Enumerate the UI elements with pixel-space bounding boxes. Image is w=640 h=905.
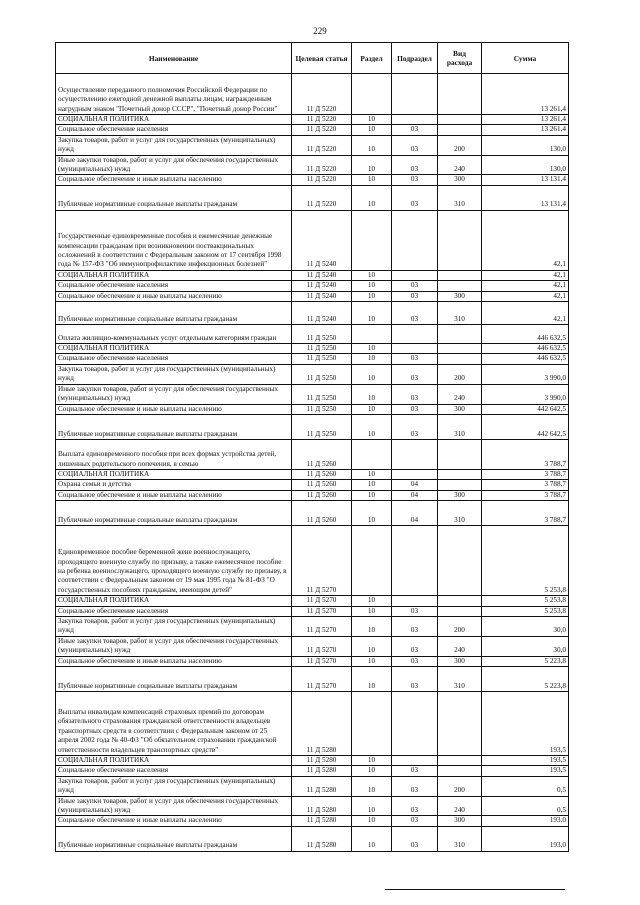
- cell-section: 10: [352, 666, 392, 691]
- cell-expense-type: [438, 354, 482, 364]
- cell-amount: 193,5: [482, 691, 569, 755]
- cell-section: 10: [352, 364, 392, 384]
- cell-target-article: 11 Д 5270: [292, 596, 352, 606]
- cell-section: 10: [352, 291, 392, 301]
- cell-expense-type: 240: [438, 796, 482, 816]
- cell-target-article: 11 Д 5270: [292, 616, 352, 636]
- cell-target-article: 11 Д 5280: [292, 826, 352, 851]
- table-row: [56, 606, 569, 616]
- cell-amount: 193,5: [482, 766, 569, 776]
- table-row: [56, 439, 569, 469]
- cell-expense-type: [438, 480, 482, 490]
- cell-amount: 13 131,4: [482, 185, 569, 210]
- cell-name: Социальное обеспечение населения: [56, 606, 292, 616]
- cell-name: Иные закупки товаров, работ и услуг для обеспечения государственных (муниципальных) нужд: [56, 384, 292, 404]
- cell-amount: 13 131,4: [482, 175, 569, 185]
- cell-target-article: 11 Д 5240: [292, 270, 352, 280]
- cell-expense-type: 300: [438, 291, 482, 301]
- cell-expense-type: [438, 344, 482, 354]
- cell-name: СОЦИАЛЬНАЯ ПОЛИТИКА: [56, 270, 292, 280]
- table-row: [56, 616, 569, 636]
- cell-target-article: 11 Д 5280: [292, 776, 352, 796]
- cell-target-article: 11 Д 5280: [292, 816, 352, 826]
- cell-target-article: 11 Д 5250: [292, 384, 352, 404]
- cell-name: Закупка товаров, работ и услуг для государственных (муниципальных) нужд: [56, 616, 292, 636]
- cell-subsection: 03: [392, 135, 438, 155]
- table-row: [56, 210, 569, 270]
- cell-amount: 13 261,4: [482, 74, 569, 115]
- cell-amount: 30,0: [482, 616, 569, 636]
- cell-amount: 3 990,0: [482, 384, 569, 404]
- cell-section: 10: [352, 302, 392, 325]
- cell-expense-type: [438, 74, 482, 115]
- cell-section: 10: [352, 490, 392, 500]
- cell-target-article: 11 Д 5280: [292, 755, 352, 765]
- cell-expense-type: [438, 755, 482, 765]
- table-row: [56, 270, 569, 280]
- cell-amount: 442 642,5: [482, 404, 569, 414]
- cell-name: Иные закупки товаров, работ и услуг для обеспечения государственных (муниципальных) нужд: [56, 155, 292, 175]
- cell-target-article: 11 Д 5220: [292, 74, 352, 115]
- cell-subsection: 03: [392, 185, 438, 210]
- table-row: [56, 755, 569, 765]
- cell-amount: 446 632,5: [482, 354, 569, 364]
- cell-section: 10: [352, 384, 392, 404]
- cell-section: 10: [352, 115, 392, 125]
- cell-target-article: 11 Д 5250: [292, 414, 352, 439]
- cell-section: 10: [352, 480, 392, 490]
- cell-subsection: [392, 596, 438, 606]
- cell-subsection: [392, 755, 438, 765]
- table-row: [56, 291, 569, 301]
- cell-subsection: [392, 115, 438, 125]
- cell-subsection: 03: [392, 414, 438, 439]
- cell-name: Социальное обеспечение населения: [56, 354, 292, 364]
- cell-target-article: 11 Д 5260: [292, 480, 352, 490]
- cell-name: Иные закупки товаров, работ и услуг для обеспечения государственных (муниципальных) нужд: [56, 636, 292, 656]
- cell-target-article: 11 Д 5260: [292, 439, 352, 469]
- cell-subsection: [392, 439, 438, 469]
- table-row: [56, 115, 569, 125]
- header-section: Раздел: [352, 43, 392, 74]
- cell-target-article: 11 Д 5270: [292, 666, 352, 691]
- cell-section: 10: [352, 796, 392, 816]
- cell-expense-type: [438, 325, 482, 344]
- cell-expense-type: 240: [438, 155, 482, 175]
- cell-amount: 5 223,8: [482, 666, 569, 691]
- cell-expense-type: 300: [438, 404, 482, 414]
- cell-subsection: 04: [392, 480, 438, 490]
- cell-section: 10: [352, 501, 392, 526]
- cell-name: Закупка товаров, работ и услуг для государственных (муниципальных) нужд: [56, 776, 292, 796]
- cell-subsection: 03: [392, 816, 438, 826]
- cell-expense-type: 240: [438, 636, 482, 656]
- cell-subsection: [392, 469, 438, 479]
- cell-name: Социальное обеспечение и иные выплаты населению: [56, 175, 292, 185]
- cell-amount: 42,1: [482, 281, 569, 291]
- cell-expense-type: 310: [438, 185, 482, 210]
- cell-expense-type: [438, 210, 482, 270]
- table-row: [56, 175, 569, 185]
- cell-amount: 193,5: [482, 755, 569, 765]
- cell-expense-type: [438, 469, 482, 479]
- cell-expense-type: 200: [438, 135, 482, 155]
- budget-table: [55, 42, 569, 852]
- cell-name: Публичные нормативные социальные выплаты гражданам: [56, 666, 292, 691]
- cell-section: 10: [352, 135, 392, 155]
- cell-name: Осуществление переданного полномочия Российской Федерации по осуществлению ежегодной денежной выплаты лицам, награжденным нагрудным знаком "Почетный донор СССР", "Почетный донор России": [56, 74, 292, 115]
- cell-expense-type: 200: [438, 776, 482, 796]
- table-header-row: [56, 43, 569, 74]
- cell-section: [352, 439, 392, 469]
- table-row: [56, 816, 569, 826]
- cell-target-article: 11 Д 5220: [292, 185, 352, 210]
- cell-name: Оплата жилищно-коммунальных услуг отдельным категориям граждан: [56, 325, 292, 344]
- table-row: [56, 826, 569, 851]
- cell-amount: 42,1: [482, 270, 569, 280]
- cell-name: Закупка товаров, работ и услуг для государственных (муниципальных) нужд: [56, 135, 292, 155]
- table-row: [56, 501, 569, 526]
- cell-subsection: 03: [392, 776, 438, 796]
- cell-subsection: 03: [392, 796, 438, 816]
- header-name: Наименование: [56, 43, 292, 74]
- cell-subsection: 03: [392, 404, 438, 414]
- cell-expense-type: [438, 606, 482, 616]
- cell-subsection: 03: [392, 666, 438, 691]
- cell-name: Социальное обеспечение населения: [56, 766, 292, 776]
- cell-subsection: 03: [392, 354, 438, 364]
- cell-section: 10: [352, 185, 392, 210]
- cell-section: 10: [352, 344, 392, 354]
- cell-subsection: 03: [392, 291, 438, 301]
- cell-target-article: 11 Д 5250: [292, 344, 352, 354]
- cell-expense-type: [438, 691, 482, 755]
- table-body: [56, 74, 569, 852]
- cell-amount: 446 632,5: [482, 325, 569, 344]
- cell-target-article: 11 Д 5270: [292, 526, 352, 596]
- cell-section: 10: [352, 656, 392, 666]
- cell-amount: 3 788,7: [482, 490, 569, 500]
- table-row: [56, 364, 569, 384]
- cell-name: СОЦИАЛЬНАЯ ПОЛИТИКА: [56, 469, 292, 479]
- table-row: [56, 414, 569, 439]
- table-row: [56, 766, 569, 776]
- cell-expense-type: 240: [438, 384, 482, 404]
- cell-section: [352, 74, 392, 115]
- cell-amount: 3 990,0: [482, 364, 569, 384]
- cell-subsection: 03: [392, 302, 438, 325]
- cell-section: [352, 325, 392, 344]
- cell-expense-type: 310: [438, 666, 482, 691]
- cell-subsection: 04: [392, 501, 438, 526]
- cell-amount: 442 642,5: [482, 414, 569, 439]
- cell-section: 10: [352, 636, 392, 656]
- table-row: [56, 691, 569, 755]
- cell-section: 10: [352, 766, 392, 776]
- cell-target-article: 11 Д 5220: [292, 125, 352, 135]
- cell-target-article: 11 Д 5270: [292, 656, 352, 666]
- cell-target-article: 11 Д 5220: [292, 135, 352, 155]
- cell-name: Публичные нормативные социальные выплаты гражданам: [56, 501, 292, 526]
- cell-amount: 446 632,5: [482, 344, 569, 354]
- table-row: [56, 526, 569, 596]
- table-row: [56, 636, 569, 656]
- cell-name: Публичные нормативные социальные выплаты гражданам: [56, 414, 292, 439]
- cell-name: Социальное обеспечение и иные выплаты населению: [56, 291, 292, 301]
- cell-target-article: 11 Д 5240: [292, 281, 352, 291]
- cell-section: 10: [352, 596, 392, 606]
- cell-amount: 5 253,8: [482, 606, 569, 616]
- table-row: [56, 354, 569, 364]
- cell-target-article: 11 Д 5260: [292, 490, 352, 500]
- cell-target-article: 11 Д 5220: [292, 115, 352, 125]
- table-row: [56, 344, 569, 354]
- cell-subsection: 03: [392, 281, 438, 291]
- cell-target-article: 11 Д 5270: [292, 606, 352, 616]
- cell-section: 10: [352, 776, 392, 796]
- table-row: [56, 469, 569, 479]
- cell-expense-type: 300: [438, 490, 482, 500]
- cell-section: [352, 210, 392, 270]
- cell-target-article: 11 Д 5250: [292, 364, 352, 384]
- cell-target-article: 11 Д 5220: [292, 155, 352, 175]
- table-row: [56, 656, 569, 666]
- cell-expense-type: [438, 766, 482, 776]
- cell-amount: 5 253,8: [482, 596, 569, 606]
- table-row: [56, 74, 569, 115]
- cell-amount: 193,0: [482, 826, 569, 851]
- cell-expense-type: 310: [438, 302, 482, 325]
- cell-amount: 0,5: [482, 776, 569, 796]
- cell-expense-type: 300: [438, 656, 482, 666]
- cell-amount: 30,0: [482, 636, 569, 656]
- cell-expense-type: [438, 125, 482, 135]
- cell-expense-type: 310: [438, 826, 482, 851]
- cell-amount: 42,1: [482, 210, 569, 270]
- cell-subsection: 03: [392, 175, 438, 185]
- cell-expense-type: [438, 115, 482, 125]
- cell-expense-type: 200: [438, 616, 482, 636]
- cell-target-article: 11 Д 5220: [292, 175, 352, 185]
- cell-expense-type: 200: [438, 364, 482, 384]
- cell-name: СОЦИАЛЬНАЯ ПОЛИТИКА: [56, 596, 292, 606]
- cell-section: 10: [352, 469, 392, 479]
- cell-section: [352, 691, 392, 755]
- cell-section: 10: [352, 414, 392, 439]
- cell-subsection: 03: [392, 616, 438, 636]
- cell-target-article: 11 Д 5250: [292, 404, 352, 414]
- cell-subsection: 03: [392, 636, 438, 656]
- cell-expense-type: 310: [438, 414, 482, 439]
- cell-expense-type: 300: [438, 816, 482, 826]
- table-row: [56, 155, 569, 175]
- cell-target-article: 11 Д 5270: [292, 636, 352, 656]
- cell-target-article: 11 Д 5280: [292, 796, 352, 816]
- table-row: [56, 596, 569, 606]
- page-number: 229: [313, 26, 327, 36]
- cell-target-article: 11 Д 5240: [292, 291, 352, 301]
- table-row: [56, 125, 569, 135]
- footer-divider: [385, 889, 565, 890]
- cell-subsection: [392, 691, 438, 755]
- cell-target-article: 11 Д 5250: [292, 354, 352, 364]
- cell-section: 10: [352, 270, 392, 280]
- cell-section: 10: [352, 755, 392, 765]
- cell-target-article: 11 Д 5280: [292, 691, 352, 755]
- table-row: [56, 666, 569, 691]
- table-row: [56, 302, 569, 325]
- cell-target-article: 11 Д 5260: [292, 501, 352, 526]
- cell-amount: 42,1: [482, 291, 569, 301]
- table-row: [56, 490, 569, 500]
- header-amount: Сумма: [482, 43, 569, 74]
- table-row: [56, 325, 569, 344]
- cell-section: 10: [352, 826, 392, 851]
- cell-subsection: [392, 344, 438, 354]
- cell-name: Выплата единовременного пособия при всех формах устройства детей, лишенных родительского попечения, в семью: [56, 439, 292, 469]
- cell-section: 10: [352, 155, 392, 175]
- cell-subsection: 04: [392, 490, 438, 500]
- cell-amount: 13 261,4: [482, 125, 569, 135]
- cell-expense-type: [438, 526, 482, 596]
- cell-section: [352, 526, 392, 596]
- cell-subsection: [392, 526, 438, 596]
- cell-subsection: 03: [392, 826, 438, 851]
- table-row: [56, 185, 569, 210]
- cell-subsection: 03: [392, 384, 438, 404]
- cell-amount: 130,0: [482, 135, 569, 155]
- table-row: [56, 281, 569, 291]
- cell-name: Социальное обеспечение и иные выплаты населению: [56, 490, 292, 500]
- cell-amount: 5 223,8: [482, 656, 569, 666]
- cell-amount: 3 788,7: [482, 501, 569, 526]
- cell-subsection: 03: [392, 155, 438, 175]
- cell-name: Выплаты инвалидам компенсаций страховых премий по договорам обязательного страхования гражданской ответственности владельцев транспортных средств в соответствии с Федеральным законом от 25 апреля 2002 года № 40-ФЗ "Об обязательном страховании гражданской ответственности владельцев транспортных средств": [56, 691, 292, 755]
- header-subsection: Подраздел: [392, 43, 438, 74]
- cell-target-article: 11 Д 5250: [292, 325, 352, 344]
- header-target-article: Целевая статья: [292, 43, 352, 74]
- cell-amount: 3 788,7: [482, 480, 569, 490]
- table-row: [56, 480, 569, 490]
- table-row: [56, 384, 569, 404]
- cell-name: Социальное обеспечение населения: [56, 125, 292, 135]
- cell-target-article: 11 Д 5260: [292, 469, 352, 479]
- cell-amount: 5 253,8: [482, 526, 569, 596]
- cell-subsection: 03: [392, 364, 438, 384]
- cell-subsection: 03: [392, 656, 438, 666]
- cell-amount: 193,0: [482, 816, 569, 826]
- cell-section: 10: [352, 816, 392, 826]
- cell-name: Социальное обеспечение и иные выплаты населению: [56, 404, 292, 414]
- cell-expense-type: [438, 270, 482, 280]
- table-row: [56, 776, 569, 796]
- cell-name: Публичные нормативные социальные выплаты гражданам: [56, 185, 292, 210]
- cell-amount: 3 788,7: [482, 439, 569, 469]
- cell-section: 10: [352, 125, 392, 135]
- cell-subsection: [392, 270, 438, 280]
- cell-subsection: 03: [392, 766, 438, 776]
- cell-expense-type: 310: [438, 501, 482, 526]
- cell-section: 10: [352, 404, 392, 414]
- cell-expense-type: [438, 439, 482, 469]
- cell-expense-type: 300: [438, 175, 482, 185]
- cell-name: Социальное обеспечение и иные выплаты населению: [56, 816, 292, 826]
- cell-name: Публичные нормативные социальные выплаты гражданам: [56, 826, 292, 851]
- cell-target-article: 11 Д 5240: [292, 210, 352, 270]
- cell-amount: 3 788,7: [482, 469, 569, 479]
- cell-section: 10: [352, 606, 392, 616]
- cell-expense-type: [438, 281, 482, 291]
- cell-amount: 42,1: [482, 302, 569, 325]
- cell-section: 10: [352, 354, 392, 364]
- cell-name: СОЦИАЛЬНАЯ ПОЛИТИКА: [56, 755, 292, 765]
- cell-name: Иные закупки товаров, работ и услуг для обеспечения государственных (муниципальных) нужд: [56, 796, 292, 816]
- cell-amount: 13 261,4: [482, 115, 569, 125]
- table-row: [56, 135, 569, 155]
- cell-name: СОЦИАЛЬНАЯ ПОЛИТИКА: [56, 115, 292, 125]
- cell-name: Охрана семьи и детства: [56, 480, 292, 490]
- cell-name: Государственные единовременные пособия и ежемесячные денежные компенсации гражданам при возникновении поствакцинальных осложнений в соответствии с Федеральным законом от 17 сентября 1998 года № 157-ФЗ "Об иммунопрофилактике инфекционных болезней": [56, 210, 292, 270]
- cell-section: 10: [352, 175, 392, 185]
- cell-name: Социальное обеспечение населения: [56, 281, 292, 291]
- cell-target-article: 11 Д 5280: [292, 766, 352, 776]
- cell-name: Социальное обеспечение и иные выплаты населению: [56, 656, 292, 666]
- table-row: [56, 404, 569, 414]
- cell-name: Закупка товаров, работ и услуг для государственных (муниципальных) нужд: [56, 364, 292, 384]
- cell-section: 10: [352, 616, 392, 636]
- cell-amount: 130,0: [482, 155, 569, 175]
- cell-subsection: [392, 210, 438, 270]
- cell-subsection: 03: [392, 606, 438, 616]
- cell-target-article: 11 Д 5240: [292, 302, 352, 325]
- cell-name: Единовременное пособие беременной жене военнослужащего, проходящего военную службу по призыву, а также ежемесячное пособие на ребенка военнослужащего, проходящего военную службу по призыву, в соответствии с Федеральным законом от 19 мая 1995 года № 81-ФЗ "О государственных пособиях гражданам, имеющим детей": [56, 526, 292, 596]
- header-expense-type: Вид расхода: [438, 43, 482, 74]
- cell-subsection: 03: [392, 125, 438, 135]
- cell-name: Публичные нормативные социальные выплаты гражданам: [56, 302, 292, 325]
- cell-subsection: [392, 325, 438, 344]
- cell-subsection: [392, 74, 438, 115]
- cell-amount: 0,5: [482, 796, 569, 816]
- table-row: [56, 796, 569, 816]
- cell-section: 10: [352, 281, 392, 291]
- cell-expense-type: [438, 596, 482, 606]
- cell-name: СОЦИАЛЬНАЯ ПОЛИТИКА: [56, 344, 292, 354]
